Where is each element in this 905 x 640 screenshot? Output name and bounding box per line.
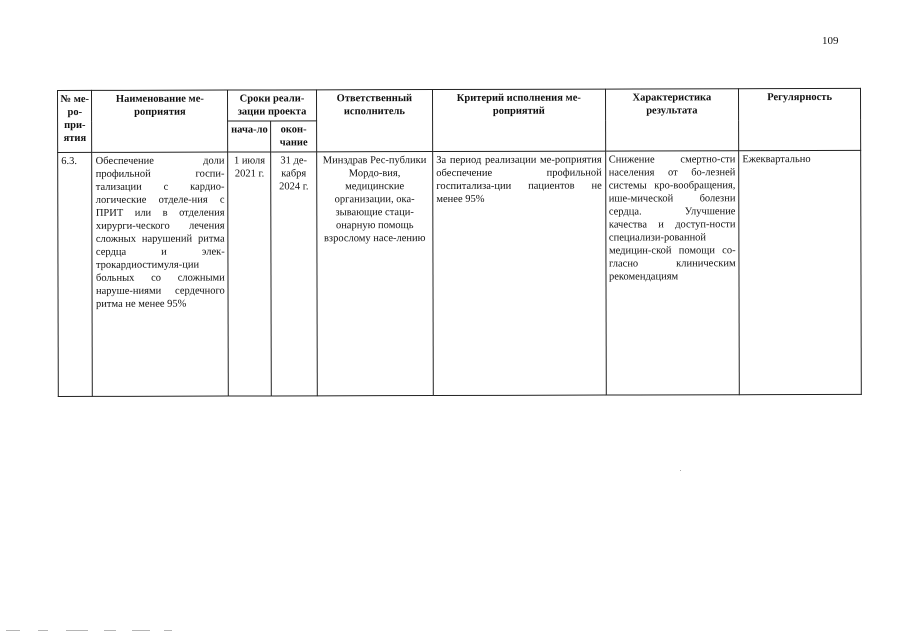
header-criterion: Критерий исполнения ме-роприятий (433, 89, 606, 151)
page-number: 109 (822, 35, 839, 47)
table-row (58, 150, 862, 396)
table-header-row (58, 88, 861, 121)
cell-number: 6.3. (58, 152, 93, 396)
header-period: Сроки реали-зации проекта (228, 90, 316, 121)
cell-criterion: За период реализации ме-роприятия обеспечение профильной госпитализа-ции пациентов не менее 95% (433, 151, 606, 395)
activities-table (57, 88, 862, 397)
header-end: окон-чание (271, 121, 316, 152)
cell-regularity: Ежеквартально (739, 150, 861, 394)
header-regularity: Регулярность (739, 88, 861, 150)
scan-dot (680, 470, 681, 471)
scan-artifacts (0, 626, 200, 636)
cell-characteristic: Снижение смертно-сти населения от бо-лезней системы кро-вообращения, ише-мической болезни сердца. Улучшение качества и доступ-ности специализи-рованной медицин-ской помощи со-гласно клиническим рекомендациям (605, 151, 739, 395)
cell-responsible: Минздрав Рес-публики Мордо-вия, медицинские организации, ока-зывающие стаци-онарную помощь взрослому насе-лению (316, 152, 433, 396)
header-responsible: Ответственный исполнитель (316, 90, 433, 152)
cell-end: 31 де-кабря 2024 г. (271, 152, 317, 396)
header-characteristic: Характеристика результата (605, 89, 739, 151)
header-start: нача-ло (228, 121, 271, 152)
header-name: Наименование ме-роприятия (92, 90, 228, 152)
cell-name: Обеспечение доли профильной госпи-тализации с кардио-логические отделе-ния с ПРИТ или в отделения хирурги-ческого лечения сложных нарушений ритма сердца и элек-трокардиостимуля-ции больных со сложными наруше-ниями сердечного ритма не менее 95% (92, 152, 228, 396)
cell-start: 1 июля 2021 г. (228, 152, 272, 396)
header-number: № ме-ро-при-ятия (58, 90, 93, 152)
